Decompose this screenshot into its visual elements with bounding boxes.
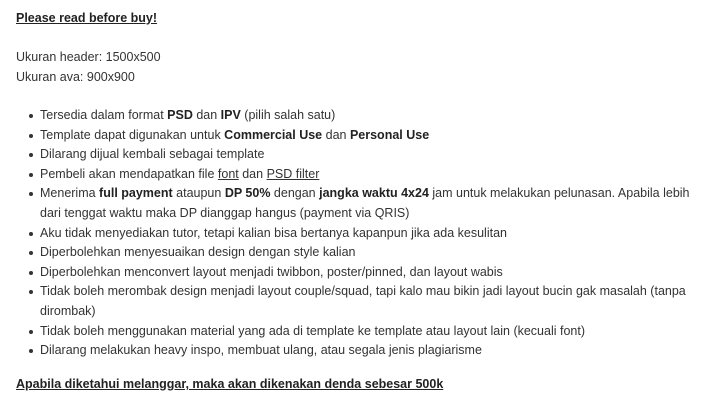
rule-item [40, 263, 704, 283]
rule-item [40, 322, 704, 342]
rule-text: Template dapat digunakan untuk [40, 127, 225, 142]
rule-item [40, 184, 704, 223]
rule-text: ataupun [172, 186, 225, 201]
rule-text: Dilarang dijual kembali sebagai template [40, 147, 265, 162]
rule-item [40, 106, 704, 126]
rule-emphasis: jangka waktu 4x24 [319, 186, 429, 201]
avatar-size-text: Ukuran ava: 900x900 [16, 70, 135, 84]
rule-emphasis: full payment [99, 186, 173, 201]
rule-emphasis: IPV [220, 108, 241, 122]
rule-text: Diperbolehkan menyesuaikan design dengan style kalian [40, 245, 356, 260]
rule-text: Diperbolehkan menconvert layout menjadi twibbon, poster/pinned, dan layout wabis [40, 264, 503, 279]
rule-text: (pilih salah satu) [240, 108, 336, 122]
rule-text: dan [322, 127, 350, 142]
rule-item [40, 126, 704, 146]
rule-text: jam untuk melakukan pelunasan. Apabila lebih dari tenggat waktu maka DP dianggap hangus (payment via QRIS) [40, 186, 690, 220]
rule-item [40, 165, 704, 185]
rule-item [40, 224, 704, 244]
rule-emphasis: Commercial Use [224, 127, 323, 142]
rule-text: Aku tidak menyediakan tutor, tetapi kalian bisa bertanya kapanpun jika ada kesulitan [40, 225, 507, 240]
penalty-notice: Apabila diketahui melanggar, maka akan dikenakan denda sebesar 500k [16, 377, 444, 391]
rule-emphasis: DP 50% [224, 186, 271, 201]
header-size-text: Ukuran header: 1500x500 [16, 50, 161, 64]
rules-list [40, 106, 704, 361]
rule-text: Menerima [40, 186, 100, 201]
rule-text: Tidak boleh menggunakan material yang ada di template ke template atau layout lain (kecuali font) [40, 323, 586, 338]
rule-text: dengan [270, 186, 320, 201]
rule-underlined-text: font [217, 166, 239, 181]
rule-text: Tidak boleh merombak design menjadi layout couple/squad, tapi kalo mau bikin jadi layout bucin gak masalah (tanpa dirombak) [40, 284, 686, 318]
rule-emphasis: PSD [167, 108, 193, 122]
page-heading: Please read before buy! [16, 11, 158, 25]
rule-text: Tersedia dalam format [40, 108, 168, 122]
rule-item [40, 243, 704, 263]
rule-item [40, 145, 704, 165]
rule-emphasis: Personal Use [349, 127, 430, 142]
rule-text: Pembeli akan mendapatkan file [40, 166, 218, 181]
rule-text: dan [238, 166, 267, 181]
rule-underlined-text: PSD filter [266, 166, 320, 181]
rule-item [40, 341, 704, 361]
rule-text: Dilarang melakukan heavy inspo, membuat ulang, atau segala jenis plagiarisme [40, 343, 482, 358]
rule-item [40, 282, 704, 321]
rule-text: dan [192, 108, 221, 122]
